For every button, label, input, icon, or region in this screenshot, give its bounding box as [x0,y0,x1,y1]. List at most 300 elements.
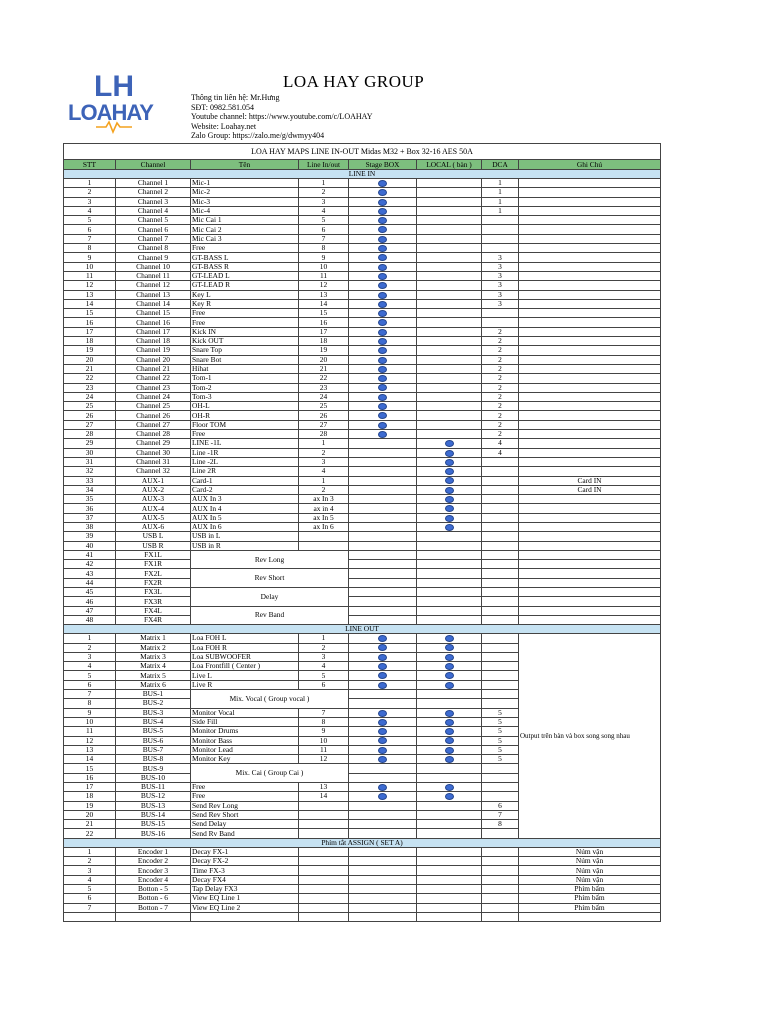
channel-cell: BUS-10 [116,773,191,782]
channel-cell: Matrix 3 [116,652,191,661]
stage-box-dot-icon [378,672,387,679]
control-cell: Encoder 2 [116,857,191,866]
table-row [64,912,661,922]
row-number: 46 [64,597,116,606]
stage-box-dot-icon [378,282,387,289]
table-row [64,439,661,448]
empty-cell [482,912,519,922]
name-cell: AUX In 4 [191,504,299,513]
note-cell [519,327,661,336]
name-cell: Loa Frontfill ( Center ) [191,662,299,671]
stage-box-dot-icon [378,412,387,419]
line-cell [299,829,349,838]
stage-box-cell [349,736,417,745]
channel-cell: Matrix 4 [116,662,191,671]
stage-box-cell [349,364,417,373]
channel-cell: Channel 22 [116,374,191,383]
stage-box-cell [349,234,417,243]
local-dot-icon [445,515,454,522]
dca-cell [482,244,519,253]
table-row [64,262,661,271]
local-dot-icon [445,524,454,531]
output-note: Output trên bàn và box song song nhau [519,634,661,839]
stage-box-cell [349,281,417,290]
local-cell [417,736,482,745]
channel-cell: AUX-2 [116,485,191,494]
dca-cell: 2 [482,337,519,346]
row-number: 21 [64,364,116,373]
name-cell: Send Rev Short [191,810,299,819]
stage-box-dot-icon [378,199,387,206]
stage-box-cell [349,680,417,689]
local-cell [417,420,482,429]
local-cell [417,327,482,336]
local-cell [417,569,482,578]
local-cell [417,634,482,643]
document-header [0,0,768,142]
stage-box-dot-icon [378,403,387,410]
row-number: 11 [64,271,116,280]
control-type-cell: Núm vặn [519,866,661,875]
table-row [64,903,661,912]
channel-cell: USB R [116,541,191,550]
name-cell: Mic-3 [191,197,299,206]
dca-cell: 2 [482,430,519,439]
stage-box-dot-icon [378,635,387,642]
table-row [64,550,661,559]
local-cell [417,355,482,364]
note-cell [519,179,661,188]
local-cell [417,374,482,383]
row-number: 15 [64,764,116,773]
local-dot-icon [445,440,454,447]
function-cell: View EQ Line 2 [191,903,299,912]
name-cell: Free [191,792,299,801]
row-number: 2 [64,188,116,197]
stage-box-cell [349,504,417,513]
stage-box-dot-icon [378,375,387,382]
name-cell: USB in L [191,532,299,541]
row-number: 22 [64,374,116,383]
channel-cell: Channel 31 [116,457,191,466]
dca-cell: 5 [482,708,519,717]
line-cell: 15 [299,309,349,318]
local-dot-icon [445,719,454,726]
note-cell [519,420,661,429]
channel-cell: Channel 10 [116,262,191,271]
table-row [64,569,661,578]
channel-cell: FX1L [116,550,191,559]
channel-cell: Channel 8 [116,244,191,253]
row-number: 34 [64,485,116,494]
line-cell: 2 [299,643,349,652]
row-number: 32 [64,467,116,476]
dca-cell: 1 [482,188,519,197]
local-cell [417,541,482,550]
row-number: 4 [64,662,116,671]
name-cell: OH-L [191,402,299,411]
channel-cell: BUS-4 [116,717,191,726]
dca-cell: 3 [482,271,519,280]
stage-box-cell [349,588,417,597]
stage-box-cell [349,717,417,726]
stage-box-cell [349,727,417,736]
channel-cell: Matrix 1 [116,634,191,643]
table-title: LOA HAY MAPS LINE IN-OUT Midas M32 + Box 32-16 AES 50A [64,144,661,160]
row-number: 44 [64,578,116,587]
table-row [64,318,661,327]
table-row [64,588,661,597]
note-cell: Card IN [519,485,661,494]
line-cell: 10 [299,736,349,745]
stage-box-cell [349,485,417,494]
dca-cell [482,513,519,522]
channel-cell: Channel 16 [116,318,191,327]
name-cell: Side Fill [191,717,299,726]
name-cell: LINE -1L [191,439,299,448]
local-dot-icon [445,450,454,457]
row-number: 42 [64,560,116,569]
function-cell: Decay FX-2 [191,857,299,866]
channel-cell: BUS-16 [116,829,191,838]
name-cell: Loa SUBWOOFER [191,652,299,661]
name-cell: GT-LEAD L [191,271,299,280]
stage-box-cell [349,606,417,615]
channel-cell: Channel 17 [116,327,191,336]
dca-cell: 4 [482,439,519,448]
stage-box-cell [349,810,417,819]
table-row [64,188,661,197]
local-cell [417,448,482,457]
note-cell [519,457,661,466]
dca-cell [482,615,519,624]
note-cell [519,532,661,541]
line-cell: 2 [299,188,349,197]
row-number: 14 [64,299,116,308]
name-cell: Loa FOH R [191,643,299,652]
loahay-logo [66,66,162,134]
name-cell: Free [191,783,299,792]
line-cell: 12 [299,281,349,290]
channel-cell: Channel 29 [116,439,191,448]
local-cell [417,457,482,466]
channel-cell: Channel 20 [116,355,191,364]
name-cell: Kick OUT [191,337,299,346]
table-row [64,606,661,615]
stage-box-cell [349,755,417,764]
channel-cell: Channel 24 [116,392,191,401]
table-row [64,160,661,170]
line-cell: 8 [299,717,349,726]
line-cell [299,857,349,866]
note-cell [519,606,661,615]
contact-line: SĐT: 0982.581.054 [191,102,254,112]
line-cell: 4 [299,467,349,476]
row-number: 28 [64,430,116,439]
stage-box-dot-icon [378,710,387,717]
channel-cell: BUS-11 [116,783,191,792]
line-cell: 5 [299,216,349,225]
stage-box-dot-icon [378,682,387,689]
control-type-cell: Núm vặn [519,857,661,866]
stage-box-cell [349,457,417,466]
name-cell: AUX In 5 [191,513,299,522]
stage-box-dot-icon [378,793,387,800]
channel-cell: BUS-5 [116,727,191,736]
note-cell [519,467,661,476]
note-cell [519,318,661,327]
note-cell [519,262,661,271]
table-row [64,884,661,893]
channel-cell: Channel 21 [116,364,191,373]
note-cell [519,234,661,243]
dca-cell [482,318,519,327]
note-cell [519,225,661,234]
table-row [64,327,661,336]
table-row [64,244,661,253]
stage-box-cell [349,894,417,903]
line-cell: 11 [299,271,349,280]
dca-cell: 2 [482,402,519,411]
stage-box-dot-icon [378,180,387,187]
line-cell: 17 [299,327,349,336]
dca-cell [482,671,519,680]
note-cell [519,578,661,587]
empty-cell [191,912,299,922]
local-cell [417,281,482,290]
stage-box-dot-icon [378,208,387,215]
name-cell: Tom-3 [191,392,299,401]
column-header: Ghi Chú [519,160,661,170]
local-cell [417,560,482,569]
column-header: DCA [482,160,519,170]
channel-cell: Channel 6 [116,225,191,234]
name-cell: Key L [191,290,299,299]
table-row [64,299,661,308]
channel-cell: FX4R [116,615,191,624]
note-cell: Card IN [519,476,661,485]
name-cell: Mic-4 [191,206,299,215]
table-row [64,206,661,215]
line-cell: ax In 3 [299,495,349,504]
row-number: 13 [64,290,116,299]
note-cell [519,597,661,606]
line-cell: 1 [299,179,349,188]
table-row [64,179,661,188]
channel-cell: Channel 13 [116,290,191,299]
channel-cell: BUS-13 [116,801,191,810]
local-cell [417,271,482,280]
table-row [64,857,661,866]
table-row [64,625,661,634]
stage-box-cell [349,262,417,271]
local-dot-icon [445,710,454,717]
local-cell [417,764,482,773]
local-cell [417,532,482,541]
line-cell: 16 [299,318,349,327]
channel-cell: AUX-1 [116,476,191,485]
stage-box-cell [349,253,417,262]
dca-cell [482,847,519,856]
table-row [64,383,661,392]
dca-cell [482,875,519,884]
fx-name-cell: Delay [191,588,349,607]
dca-cell: 5 [482,736,519,745]
dca-cell [482,541,519,550]
name-cell: Line -1R [191,448,299,457]
table-row [64,281,661,290]
line-cell: 7 [299,708,349,717]
table-row [64,875,661,884]
dca-cell [482,606,519,615]
local-cell [417,188,482,197]
stage-box-cell [349,402,417,411]
dca-cell [482,597,519,606]
line-cell: 18 [299,337,349,346]
row-number: 14 [64,755,116,764]
dca-cell [482,476,519,485]
row-number: 2 [64,857,116,866]
dca-cell: 5 [482,727,519,736]
name-cell: Card-1 [191,476,299,485]
channel-cell: Channel 4 [116,206,191,215]
note-cell [519,615,661,624]
stage-box-cell [349,327,417,336]
local-cell [417,309,482,318]
name-cell: Kick IN [191,327,299,336]
line-cell: 13 [299,783,349,792]
table-row [64,430,661,439]
local-dot-icon [445,505,454,512]
stage-box-cell [349,411,417,420]
channel-cell: Channel 18 [116,337,191,346]
stage-box-cell [349,903,417,912]
table-row [64,234,661,243]
local-cell [417,244,482,253]
note-cell [519,504,661,513]
line-cell: 6 [299,680,349,689]
row-number: 40 [64,541,116,550]
row-number: 15 [64,309,116,318]
table-row [64,420,661,429]
contact-line: Thông tin liên hệ: Mr.Hưng [191,93,280,102]
local-cell [417,253,482,262]
name-cell: Mic Cai 3 [191,234,299,243]
local-cell [417,597,482,606]
table-row [64,411,661,420]
channel-cell: Channel 15 [116,309,191,318]
row-number: 27 [64,420,116,429]
line-cell: 9 [299,253,349,262]
stage-box-cell [349,439,417,448]
name-cell: Free [191,309,299,318]
dca-cell: 5 [482,755,519,764]
stage-box-cell [349,884,417,893]
stage-box-cell [349,597,417,606]
line-cell: 7 [299,234,349,243]
dca-cell [482,764,519,773]
local-cell [417,197,482,206]
local-cell [417,206,482,215]
line-cell [299,532,349,541]
dca-cell [482,522,519,531]
row-number: 43 [64,569,116,578]
row-number: 13 [64,745,116,754]
function-cell: Time FX-3 [191,866,299,875]
contact-line: Website: Loahay.net [191,121,257,131]
stage-box-cell [349,420,417,429]
row-number: 33 [64,476,116,485]
contact-line: Zalo Group: https://zalo.me/g/dwmyy404 [191,131,325,141]
stage-box-dot-icon [378,226,387,233]
table-row [64,290,661,299]
table-row [64,838,661,847]
name-cell: Mic Cai 1 [191,216,299,225]
stage-box-cell [349,476,417,485]
row-number: 18 [64,337,116,346]
company-name: LOA HAY GROUP [283,72,425,91]
local-cell [417,690,482,699]
dca-cell [482,792,519,801]
row-number: 31 [64,457,116,466]
line-cell: 12 [299,755,349,764]
line-cell: 8 [299,244,349,253]
stage-box-cell [349,522,417,531]
table-row [64,578,661,587]
channel-cell: BUS-6 [116,736,191,745]
dca-cell: 2 [482,346,519,355]
name-cell: Mic-2 [191,188,299,197]
row-number: 10 [64,717,116,726]
row-number: 12 [64,281,116,290]
local-cell [417,680,482,689]
local-cell [417,234,482,243]
dca-cell: 2 [482,327,519,336]
name-cell: Send Delay [191,820,299,829]
row-number: 8 [64,244,116,253]
table-row [64,476,661,485]
note-cell [519,374,661,383]
stage-box-cell [349,495,417,504]
line-cell: 2 [299,448,349,457]
line-cell: ax In 5 [299,513,349,522]
note-cell [519,402,661,411]
table-row [64,485,661,494]
table-row [64,504,661,513]
channel-cell: AUX-5 [116,513,191,522]
row-number: 23 [64,383,116,392]
local-cell [417,717,482,726]
channel-cell: BUS-12 [116,792,191,801]
name-cell: Free [191,244,299,253]
dca-cell [482,894,519,903]
line-cell: 3 [299,197,349,206]
local-cell [417,262,482,271]
table-row [64,309,661,318]
table-row [64,866,661,875]
dca-cell: 3 [482,281,519,290]
channel-cell: Channel 19 [116,346,191,355]
dca-cell: 3 [482,299,519,308]
section-line-in: LINE IN [64,170,661,179]
stage-box-dot-icon [378,728,387,735]
note-cell [519,495,661,504]
column-header: STT [64,160,116,170]
dca-cell [482,773,519,782]
local-cell [417,411,482,420]
local-cell [417,318,482,327]
local-dot-icon [445,654,454,661]
